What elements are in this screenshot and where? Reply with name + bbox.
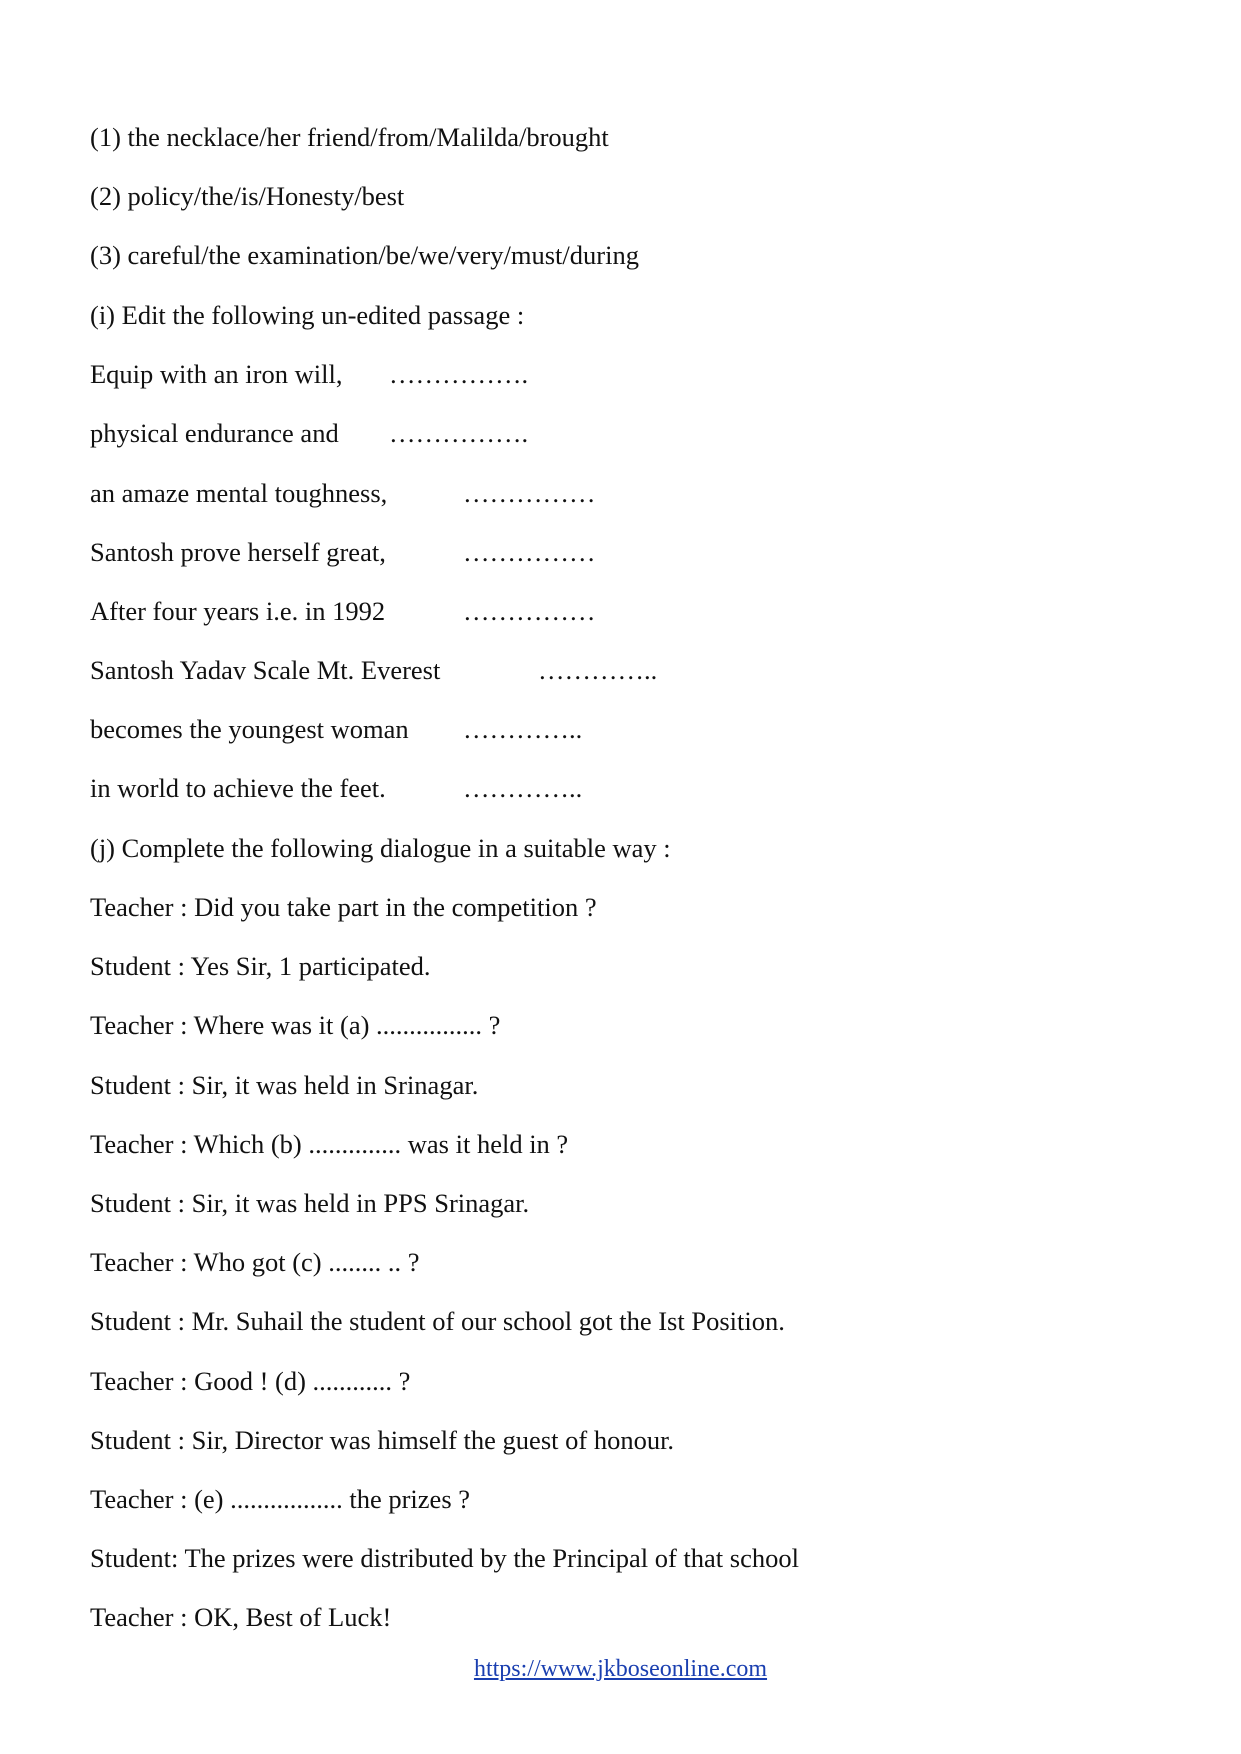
editing-line-6: Santosh Yadav Scale Mt. Everest xyxy=(90,655,441,685)
editing-blank-1: ……………. xyxy=(389,359,529,389)
dialogue-line-2: Student : Yes Sir, 1 participated. xyxy=(90,951,431,981)
dialogue-line-7: Teacher : Who got (c) ........ .. ? xyxy=(90,1247,420,1277)
editing-line-4: Santosh prove herself great, xyxy=(90,537,386,567)
dialogue-line-10: Student : Sir, Director was himself the guest of honour. xyxy=(90,1425,675,1455)
editing-heading: (i) Edit the following un-edited passage : xyxy=(90,300,525,330)
footer-website-link[interactable]: https://www.jkboseonline.com xyxy=(473,1656,768,1682)
jumbled-sentence-3: (3) careful/the examination/be/we/very/must/during xyxy=(90,240,639,270)
dialogue-line-1: Teacher : Did you take part in the competition ? xyxy=(90,892,597,922)
editing-blank-5: …………… xyxy=(463,596,596,626)
dialogue-heading: (j) Complete the following dialogue in a suitable way : xyxy=(90,833,671,863)
jumbled-sentence-1: (1) the necklace/her friend/from/Malilda/brought xyxy=(90,122,609,152)
dialogue-line-4: Student : Sir, it was held in Srinagar. xyxy=(90,1070,479,1100)
dialogue-line-13: Teacher : OK, Best of Luck! xyxy=(90,1602,392,1632)
dialogue-line-5: Teacher : Which (b) .............. was it held in ? xyxy=(90,1129,569,1159)
editing-blank-3: …………… xyxy=(463,478,596,508)
editing-line-8: in world to achieve the feet. xyxy=(90,773,386,803)
editing-line-5: After four years i.e. in 1992 xyxy=(90,596,386,626)
dialogue-line-11: Teacher : (e) ................. the prizes ? xyxy=(90,1484,471,1514)
dialogue-line-3: Teacher : Where was it (a) ................ ? xyxy=(90,1010,501,1040)
editing-blank-4: …………… xyxy=(463,537,596,567)
editing-blank-6: ………….. xyxy=(538,655,658,685)
dialogue-line-8: Student : Mr. Suhail the student of our school got the Ist Position. xyxy=(90,1306,785,1336)
editing-line-7: becomes the youngest woman xyxy=(90,714,409,744)
dialogue-line-6: Student : Sir, it was held in PPS Srinagar. xyxy=(90,1188,530,1218)
editing-blank-7: ………….. xyxy=(463,714,583,744)
jumbled-sentence-2: (2) policy/the/is/Honesty/best xyxy=(90,181,405,211)
editing-line-1: Equip with an iron will, xyxy=(90,359,343,389)
editing-blank-2: ……………. xyxy=(389,418,529,448)
editing-blank-8: ………….. xyxy=(463,773,583,803)
dialogue-line-9: Teacher : Good ! (d) ............ ? xyxy=(90,1366,411,1396)
editing-line-3: an amaze mental toughness, xyxy=(90,478,388,508)
editing-line-2: physical endurance and xyxy=(90,418,339,448)
dialogue-line-12: Student: The prizes were distributed by the Principal of that school xyxy=(90,1543,799,1573)
footer xyxy=(0,1654,1241,1684)
